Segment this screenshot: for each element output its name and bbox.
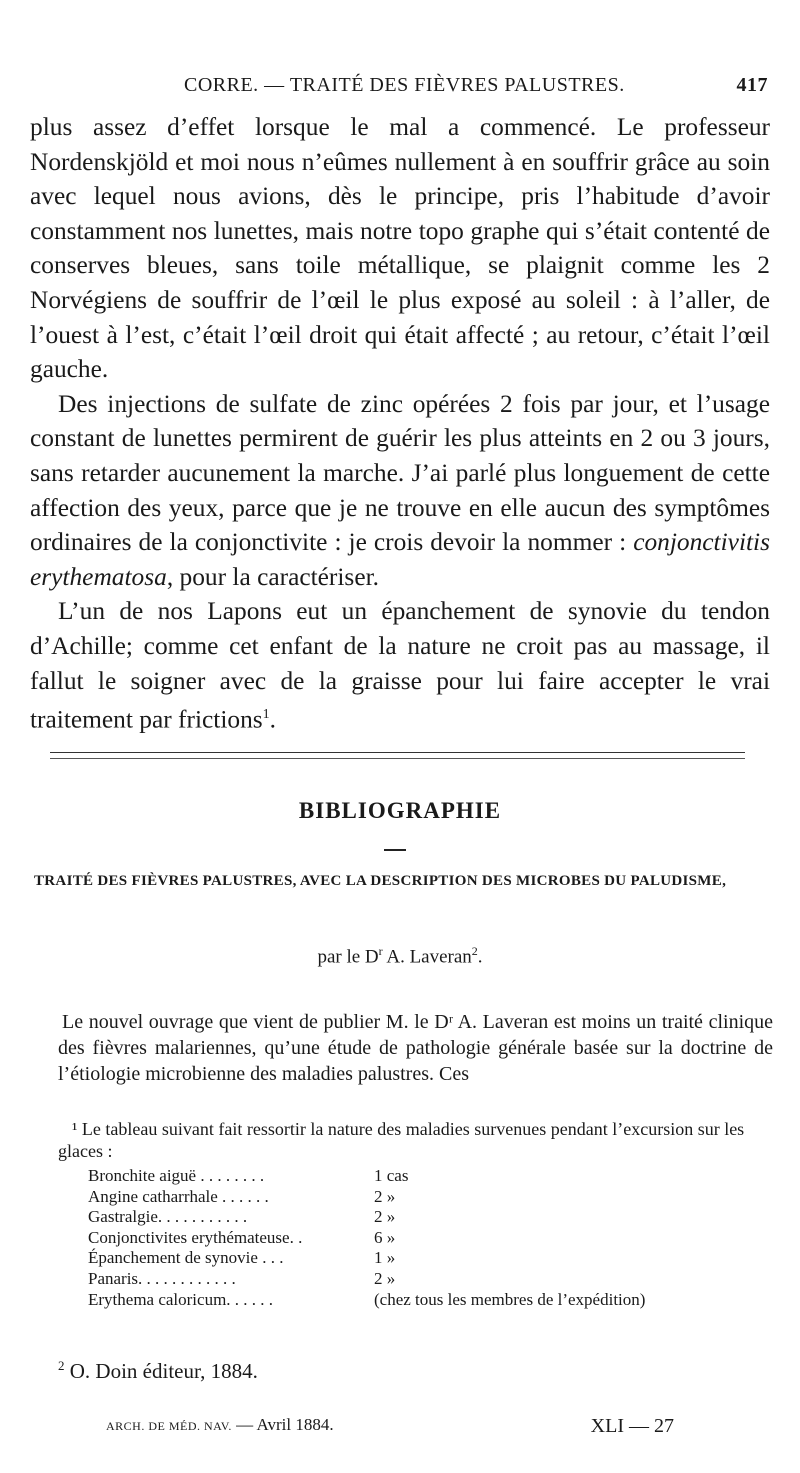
table-label: Panaris. . . . . . . . . . . .: [88, 1268, 236, 1288]
table-value: 2 »: [374, 1268, 396, 1288]
table-value: 1 cas: [374, 1166, 409, 1185]
footer-journal: [106, 1415, 334, 1435]
author-prefix: par le D: [317, 946, 379, 968]
short-rule: [384, 849, 406, 851]
running-title: CORRE. — TRAITÉ DES FIÈVRES PALUSTRES.: [184, 74, 625, 96]
footnote-ref-1: 1: [262, 707, 270, 723]
footnote-2-marker: 2: [58, 1358, 65, 1373]
author-sup: r: [378, 944, 383, 958]
page-number: 417: [736, 74, 768, 96]
table-row: [88, 1269, 708, 1290]
review-paragraph: Le nouvel ouvrage que vient de publier M. le Dʳ A. Laveran est moins un traité clinique des fièvres malariennes, qu’une étude de pathologie générale basée sur la doctrine de l’étiologie microbienne des maladies palustres. Ces: [58, 1011, 773, 1085]
table-row: [88, 1207, 708, 1228]
footnote-1: [58, 1118, 773, 1162]
paragraph-1: plus assez d’effet lorsque le mal a commencé. Le professeur Nordenskjöld et moi nous n’eûmes nullement à en souffrir grâce au soin avec lequel nous avions, dès le principe, pris l’habitude d’avoir constamment nos lunettes, mais notre topo graphe qui s’était contenté de conserves bleues, sans toile métallique, se plaignit comme les 2 Norvégiens de souffrir de l’œil le plus exposé au soleil : à l’aller, de l’ouest à l’est, c’était l’œil droit qui était affecté ; au retour, c’était l’œil gauche.: [30, 113, 770, 384]
paragraph-3-tail: .: [269, 705, 277, 734]
footer-date: — Avril 1884.: [231, 1415, 334, 1434]
table-row: [88, 1290, 708, 1311]
paragraph-2: [30, 387, 770, 595]
footnote-1-text: Le tableau suivant fait ressortir la nature des maladies survenues pendant l’excursion sur les glaces :: [58, 1119, 745, 1161]
footnote-1-marker: ¹: [72, 1119, 78, 1139]
paragraph-3: [30, 594, 770, 737]
review-text: [58, 1009, 773, 1087]
table-label: Bronchite aiguë . . . . . . . .: [88, 1166, 265, 1185]
table-label: Angine catharrhale . . . . . .: [88, 1186, 269, 1206]
table-value: 6 »: [374, 1227, 396, 1247]
disease-table: [88, 1166, 708, 1310]
table-row: [88, 1228, 708, 1249]
footnote-2-text: O. Doin éditeur, 1884.: [69, 1359, 258, 1383]
footnote-2: [58, 1358, 258, 1384]
table-value: 2 »: [374, 1186, 396, 1206]
table-value: 2 »: [374, 1207, 396, 1227]
table-row: [88, 1166, 708, 1187]
table-label: Gastralgie. . . . . . . . . . .: [88, 1207, 248, 1227]
journal-abbrev: ARCH. DE MÉD. NAV.: [106, 1419, 232, 1433]
table-value: 1 »: [374, 1248, 396, 1268]
bibliography-heading: BIBLIOGRAPHIE: [298, 798, 502, 823]
table-row: [88, 1187, 708, 1208]
footnote-1-paragraph: [58, 1118, 773, 1162]
table-value: (chez tous les membres de l’expédition): [374, 1289, 646, 1309]
section-divider: [50, 752, 745, 759]
paragraph-3-text: L’un de nos Lapons eut un épanchement de synovie du tendon d’Achille; comme cet enfant de la nature ne croit pas au massage, il fallut le soigner avec de la graisse pour lui faire accepter le vrai traitement par frictions: [30, 597, 770, 734]
table-label: Épanchement de synovie . . .: [88, 1248, 284, 1268]
paragraph-2-tail: , pour la caractériser.: [166, 562, 379, 591]
author-name: A. Laveran: [382, 946, 472, 968]
footnote-ref-2: 2: [471, 944, 478, 958]
bibliography-author: [0, 944, 800, 968]
footer-sheet: XLI — 27: [590, 1415, 674, 1437]
main-text: [30, 110, 770, 737]
table-row: [88, 1248, 708, 1269]
bibliography-work-title: TRAITÉ DES FIÈVRES PALUSTRES, AVEC LA DESCRIPTION DES MICROBES DU PALUDISME,: [34, 873, 727, 889]
table-label: Erythema caloricum. . . . . .: [88, 1289, 274, 1309]
latin-term: conjonctivitis erythematosa: [30, 528, 770, 591]
paragraph-2-text: Des injections de sulfate de zinc opérées 2 fois par jour, et l’usage constant de lunettes permirent de guérir les plus atteints en 2 ou 3 jours, sans retarder aucunement la marche. J’ai parlé plus longuement de cette affection des yeux, parce que je ne trouve en elle aucun des symptômes ordinaires de la conjonctivite : je crois devoir la nommer :: [30, 389, 770, 557]
author-tail: .: [477, 946, 483, 968]
table-label: Conjonctivites erythémateuse. .: [88, 1227, 303, 1247]
